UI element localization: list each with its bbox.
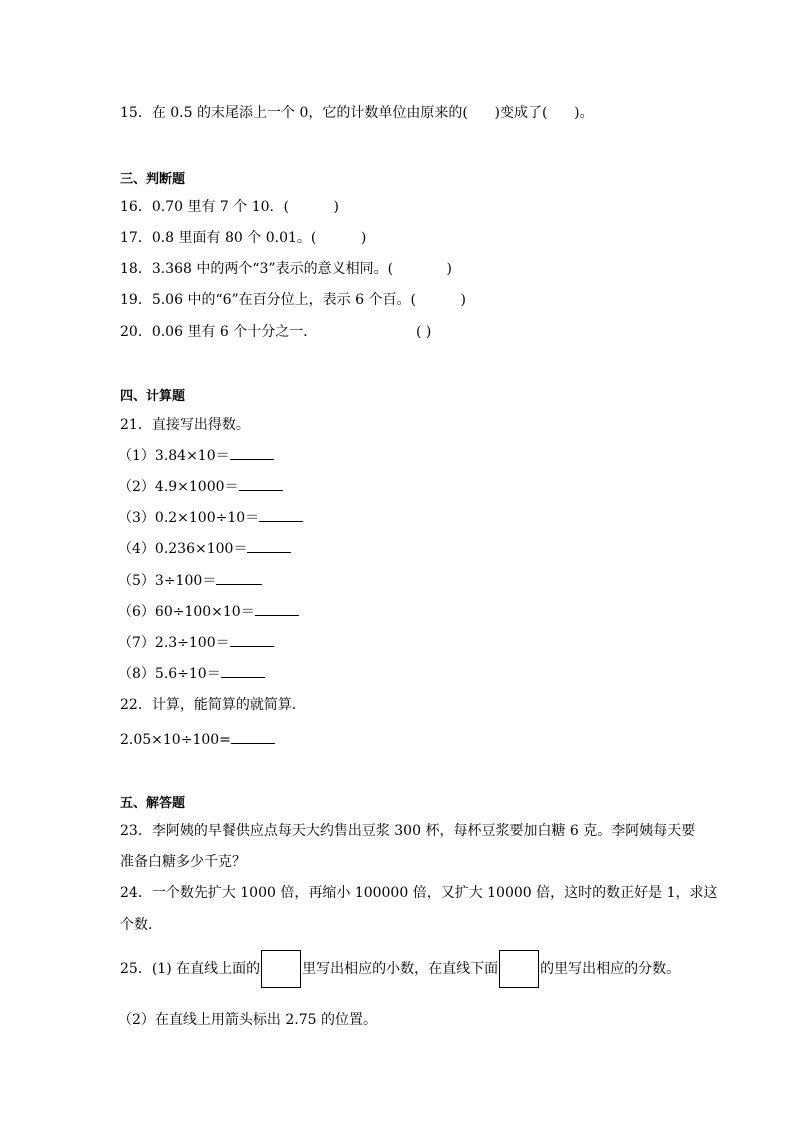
calc-expression: （5）3÷100＝ [118,573,217,589]
calc-expression: （8）5.6÷10＝ [118,666,221,682]
calc-expression: （2）4.9×1000＝ [118,479,239,495]
answer-blank[interactable] [216,583,262,585]
calc-item-1 [118,449,274,463]
question-number: 25． [120,961,152,977]
answer-box-above[interactable] [261,950,301,988]
calc-item-6 [118,605,299,619]
question-number: 20． [120,324,152,340]
answer-paren: )变成了( [467,105,548,121]
question-number: 15． [120,105,152,121]
question-17 [120,231,366,245]
answer-paren: ( ) [387,261,452,277]
question-text: 李阿姨的早餐供应点每天大约售出豆浆 300 杯，每杯豆浆要加白糖 6 克。李阿姨每天要 [151,823,696,839]
calc-expression: （3）0.2×100÷10＝ [118,510,260,526]
question-number: 24． [120,885,152,901]
question-24-cont: 个数． [120,917,162,933]
answer-blank[interactable] [259,520,303,522]
question-text: 的里写出相应的分数。 [540,961,681,977]
question-text: 一个数先扩大 1000 倍，再缩小 100000 倍，又扩大 10000 倍，这时的数正好是 1，求这 [151,885,718,901]
section-heading-4: 四、计算题 [120,389,186,404]
question-15 [120,106,594,120]
question-21 [120,418,250,432]
question-number: 17． [120,230,152,246]
answer-blank[interactable] [255,614,299,616]
question-number: 21． [120,417,152,433]
answer-blank[interactable] [239,489,283,491]
calc-item-2 [118,480,283,494]
section-heading-3: 三、判断题 [120,172,186,187]
answer-box-below[interactable] [499,950,539,988]
question-text: 3.368 中的两个“3”表示的意义相同。 [151,261,388,277]
question-25 [120,950,680,988]
calc-expression: （1）3.84×10＝ [118,448,230,464]
answer-paren: ( ) [310,230,367,246]
answer-blank[interactable] [221,676,265,678]
question-25-part-2: （2）在直线上用箭头标出 2.75 的位置。 [118,1012,377,1028]
calc-item-3 [118,511,303,525]
question-23 [120,824,695,838]
question-23-cont: 准备白糖多少千克？ [120,854,246,870]
answer-blank[interactable] [231,742,275,744]
question-18 [120,262,452,276]
calc-item-5 [118,574,262,588]
calc-expression: 2.05×10÷100= [120,732,231,748]
calc-item-22 [120,733,275,747]
question-number: 22． [120,697,152,713]
section-heading-5: 五、解答题 [120,796,186,811]
answer-paren: ( ) [410,292,466,308]
answer-blank[interactable] [230,458,274,460]
question-number: 23． [120,823,152,839]
question-text: 5.06 中的“6”在百分位上，表示 6 个百。 [151,292,411,308]
question-text: 计算，能简算的就简算． [151,697,306,713]
question-24 [120,886,718,900]
question-16 [120,200,339,214]
answer-paren: ( ) [283,199,339,215]
question-number: 19． [120,292,152,308]
question-text: 0.8 里面有 80 个 0.01。 [151,230,311,246]
question-text: 0.70 里有 7 个 10． [151,199,284,215]
answer-blank[interactable] [247,551,291,553]
question-19 [120,293,466,307]
calc-expression: （7）2.3÷100＝ [118,635,230,651]
calc-item-4 [118,542,291,556]
question-20 [120,325,317,339]
question-text: 在 0.5 的末尾添上一个 0，它的计数单位由原来的( [151,105,468,121]
question-text: 0.06 里有 6 个十分之一． [151,324,318,340]
calc-expression: （4）0.236×100＝ [118,541,248,557]
answer-blank[interactable] [230,645,274,647]
question-number: 18． [120,261,152,277]
calc-expression: （6）60÷100×10＝ [118,604,255,620]
question-number: 16． [120,199,152,215]
question-text: 直接写出得数。 [151,417,250,433]
answer-paren: )。 [547,105,594,121]
question-22 [120,698,306,712]
calc-item-8 [118,667,265,681]
answer-paren: ( ) [416,324,432,340]
calc-item-7 [118,636,274,650]
question-text: (1) 在直线上面的 [151,961,261,977]
question-text: 里写出相应的小数，在直线下面 [302,961,499,977]
